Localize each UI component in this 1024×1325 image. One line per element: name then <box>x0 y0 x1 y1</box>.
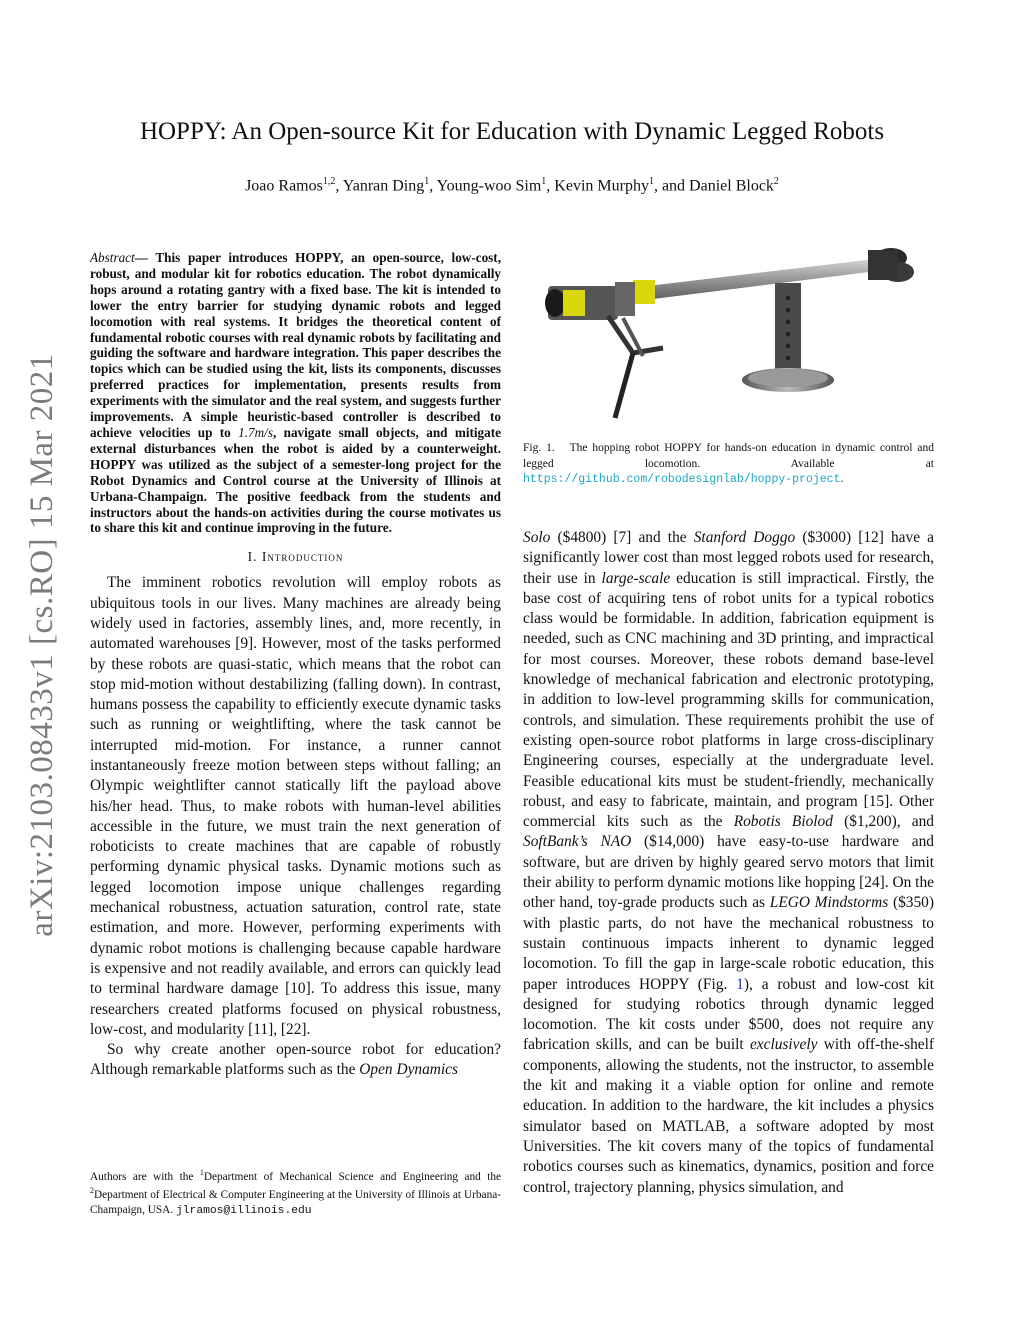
leg-shank <box>615 353 633 418</box>
author-name: Young-woo Sim <box>436 177 542 195</box>
leg-link <box>608 316 663 353</box>
footnote: Authors are with the $^1$Department of Mechanical Science and Engineering and the $^2$Department of Electrical & Computer Engineering at the University of Illinois at Urbana-Champaign, USA. jlramos@illinois.edu <box>90 1168 502 1217</box>
author-affiliation: 2 <box>773 176 779 187</box>
section-heading: I. Introduction <box>247 549 344 565</box>
abstract-math: 1.7m/s <box>238 424 273 440</box>
robot-figure <box>523 238 943 428</box>
right-paragraph: Solo ($4800) [7] and the Stanford Doggo ($3000) [12] have a significantly lower cost than most legged robots used for research, their use in large-scale education is still impractical. Firstly, the base cost of acquiring tens of robot units for a typical robotics class would be formidable. In addition, fabrication equipment is needed, such as CNC machining and 3D printing, and impractical for most courses. Moreover, these robots demand base-level knowledge of mechanical fabrication and electronic prototyping, in addition to low-level programming skills for communication, controls, and simulation. These requirements prohibit the use of existing open-source robot platforms in large cross-disciplinary Engineering courses, especially at the undergraduate level. Feasible educational kits must be student-friendly, mechanically robust, and easy to fabricate, maintain, and program [15]. Other commercial kits such as the Robotis Biolod ($1,200), and SoftBank’s NAO ($14,000) have easy-to-use hardware and software, but are driven by highly geared servo motors that limit their ability to perform dynamic motions like hopping [24]. On the other hand, toy-grade products such as LEGO Mindstorms ($350) with plastic parts, do not have the mechanical robustness to sustain continuous impacts inherent to dynamic legged locomotion. To fill the gap in large-scale robotic education, this paper introduces HOPPY (Fig. 1), a robust and low-cost kit designed for studying robotics through dynamic legged locomotion. The kit costs under $500, does not require any fabrication skills, and can be built exclusively with off-the-shelf components, allowing the students, not the instructor, to assemble the kit and making it a viable option for online and remote education. In addition to the hardware, the kit includes a physics simulator based on MATLAB, a software adopted by most Universities. The kit covers many of the topics of fundamental robotics courses such as kinematics, dynamics, position and force control, trajectory planning, physics simulation, and <box>523 529 935 1196</box>
figure-label: Fig. 1. <box>523 442 555 454</box>
author-email[interactable]: jlramos@illinois.edu <box>175 1204 312 1217</box>
motor <box>545 289 565 317</box>
author-name: Daniel Block <box>689 177 774 195</box>
yellow-motor <box>633 280 655 304</box>
figure-caption: Fig. 1. The hopping robot HOPPY for hands-on education in dynamic control and legged locomotion. Available at https://github.com/robodesignlab/hoppy-project. <box>523 442 935 486</box>
author-affiliation: 1,2 <box>322 176 336 187</box>
abstract-text: This paper introduces HOPPY, an open-source, low-cost, robust, and modular kit for robotics education. The robot dynamically hops around a rotating gantry with a fixed base. The kit is intended to lower the entry barrier for studying dynamic robots and legged locomotion with real systems. It bridges the theoretical content of fundamental robotic courses with real dynamic robots by facilitating and guiding the software and hardware integration. This paper describes the topics which can be studied using the kit, lists its components, discusses preferred practices for implementation, presents results from experiments with the simulator and the real system, and suggests further improvements. A simple heuristic-based controller is described to achieve velocities up to <box>90 250 501 440</box>
author-name: Joao Ramos <box>245 177 323 195</box>
arxiv-stamp <box>14 345 70 945</box>
author-affiliation: 1 <box>541 176 547 187</box>
intro-paragraph-2: So why create another open-source robot for education? Although remarkable platforms such as the Open Dynamics <box>90 1041 501 1079</box>
author-name: Kevin Murphy <box>554 177 649 195</box>
author-list: Joao Ramos$^{1,2}$, Yanran Ding$^1$, Young-woo Sim$^1$, Kevin Murphy$^1$, and Daniel Block$^2$ <box>245 176 779 195</box>
yellow-motor <box>563 290 585 316</box>
author-affiliation: 1 <box>648 176 654 187</box>
right-column <box>523 528 934 1198</box>
counterweight-body <box>868 250 898 280</box>
abstract-label: Abstract <box>90 250 135 265</box>
arxiv-id: arXiv:2103.08433v1 [cs.RO] 15 Mar 2021 <box>24 353 60 937</box>
abstract: Abstract— This paper introduces HOPPY, an open-source, low-cost, robust, and modular kit for robotics education. The robot dynamically hops around a rotating gantry with a fixed base. The kit is intended to lower the entry barrier for studying dynamic robots and legged locomotion with real systems. It bridges the theoretical content of fundamental robotic courses with real dynamic robots by facilitating and guiding the software and hardware integration. This paper describes the topics which can be studied using the kit, lists its components, discusses preferred practices for implementation, presents results from experiments with the simulator and the real system, and suggests further improvements. A simple heuristic-based controller is described to achieve velocities up to 1.7m/s, navigate small objects, and mitigate external disturbances when the robot is aided by a counterweight. HOPPY was utilized as the subject of a semester-long project for the Robot Dynamics and Control course at the University of Illinois at Urbana-Champaign. The positive feedback from the students and instructors about the hands-on activities during the course motivates us to share this kit and continue improving in the future. <box>90 250 501 536</box>
figure-ref-link[interactable]: 1 <box>736 975 744 993</box>
author-affiliation: 1 <box>424 176 430 187</box>
project-link[interactable]: https://github.com/robodesignlab/hoppy-project <box>523 473 841 486</box>
paper-title: HOPPY: An Open-source Kit for Education with Dynamic Legged Robots <box>139 118 885 145</box>
author-name: Yanran Ding <box>342 177 425 195</box>
intro-paragraph-1: The imminent robotics revolution will employ robots as ubiquitous tools in our lives. Many machines are already being widely used in factories, assembly lines, and, more recently, in automated warehouses [9]. However, most of the tasks performed by these robots are quasi-static, which means that the robot can stop mid-motion without destabilizing (falling down). In contrast, humans possess the capability to efficiently execute dynamic tasks such as running or weightlifting, where the task cannot be interrupted mid-motion. For instance, a runner cannot instantaneously freeze motion between steps without falling; an Olympic weightlifter cannot statically lift the payload above his/her head. Thus, to make robots with human-level abilities accessible in the future, we must train the next generation of roboticists to create machines that are capable of robustly performing dynamic physical tasks. Dynamic motions such as legged locomotion impose unique challenges regarding mechanical robustness, actuation saturation, control rate, state estimation, and more. However, performing experiments with dynamic robot motions is challenging because capable hardware is expensive and not readily available, and errors can quickly lead to terminal hardware damage [10]. To address this issue, many researchers created platforms focused on physical robustness, low-cost, and modularity [11], [22]. <box>90 574 501 1038</box>
left-column <box>90 250 501 1081</box>
